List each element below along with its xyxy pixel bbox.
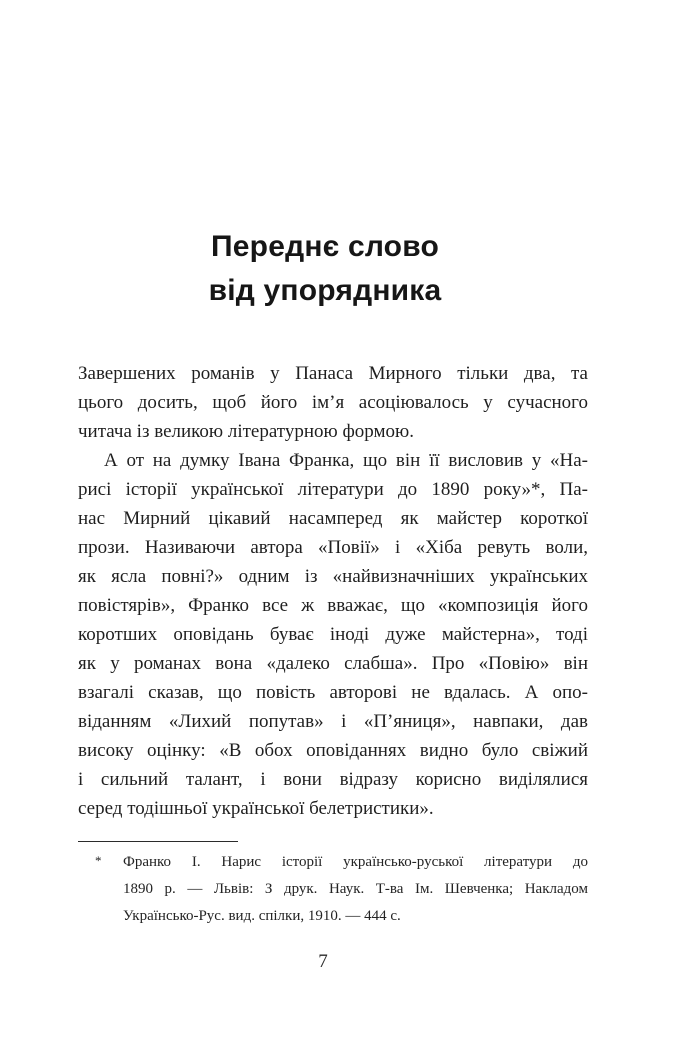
text-line: як ясла повні?» одним із «найвизначніших українських [78,566,588,587]
text-line: Завершених романів у Панаса Мирного тільки два, та [78,363,588,384]
body-text [78,359,588,823]
text-line: коротших оповідань буває іноді дуже майстерна», тоді [78,624,588,645]
footnote-rule [78,841,238,842]
text-line: як у романах вона «далеко слабша». Про «Повію» він [78,653,588,674]
text-line: високу оцінку: «В обох оповіданнях видно було свіжий [78,740,588,761]
footnote-text [95,849,588,930]
page-number: 7 [318,951,328,972]
chapter-title-line-2: від упорядника [208,274,442,307]
text-line: повістярів», Франко все ж вважає, що «композиція його [78,595,588,616]
text-line: рисі історії української літератури до 1890 року»*, Па- [78,479,588,500]
text-line: нас Мирний цікавий насамперед як майстер короткої [78,508,588,529]
chapter-title [70,225,580,313]
text-line: серед тодішньої української белетристики». [78,798,434,819]
text-line: прози. Називаючи автора «Повії» і «Хіба ревуть воли, [78,537,588,558]
text-line: цього досить, щоб його ім’я асоціювалось у сучасного [78,392,588,413]
text-line: читача із великою літературною формою. [78,421,414,442]
text-line: віданням «Лихий попутав» і «П’яниця», навпаки, дав [78,711,588,732]
chapter-title-line-1: Переднє слово [211,230,439,263]
paragraph [78,359,588,446]
paragraph [78,446,588,823]
text-line: А от на думку Івана Франка, що він її висловив у «На- [104,450,588,471]
footnote-line: Українсько-Рус. вид. спілки, 1910. — 444 с. [123,908,401,924]
footnote-marker: * [95,853,102,868]
text-line: взагалі сказав, що повість авторові не вдалась. А опо- [78,682,588,703]
footnote [95,849,588,930]
footnote-line: Франко І. Нарис історії українсько-руської літератури до [123,854,588,870]
text-line: і сильний талант, і вони відразу корисно виділялися [78,769,588,790]
footnote-line: 1890 р. — Львів: З друк. Наук. Т-ва Ім. Шевченка; Накладом [123,881,588,897]
